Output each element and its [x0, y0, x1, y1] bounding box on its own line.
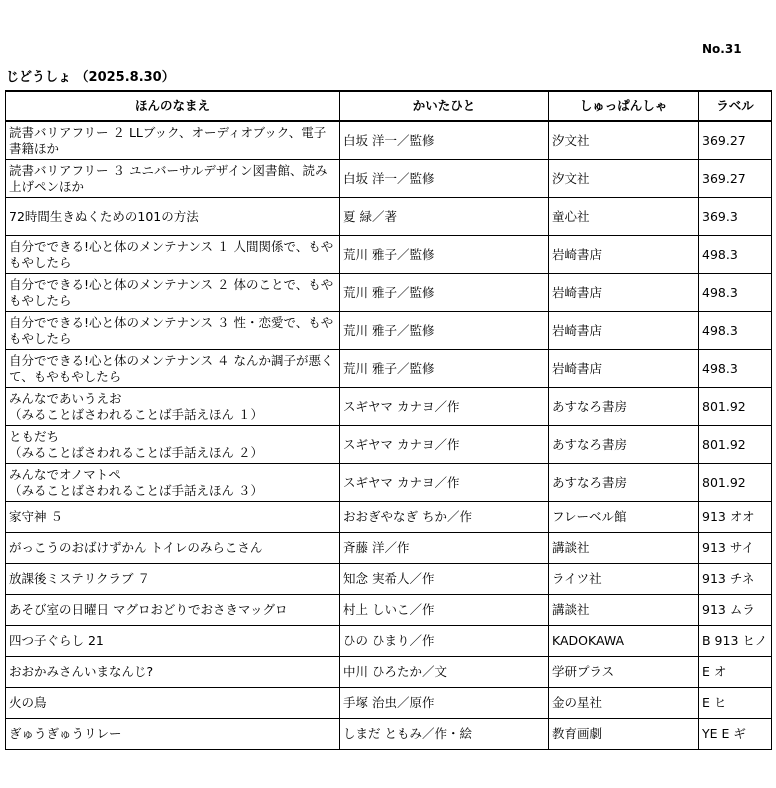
cell-author: スギヤマ カナヨ／作	[340, 388, 549, 426]
table-row	[6, 595, 772, 626]
cell-publisher: 講談社	[549, 595, 699, 626]
cell-author: 荒川 雅子／監修	[340, 312, 549, 350]
cell-title: ともだち （みることばさわれることば手話えほん ２）	[6, 426, 340, 464]
cell-label: 369.3	[699, 198, 772, 236]
table-row	[6, 533, 772, 564]
cell-publisher: 金の星社	[549, 688, 699, 719]
table-row	[6, 657, 772, 688]
book-list-table	[5, 90, 772, 750]
table-row	[6, 160, 772, 198]
cell-author: 荒川 雅子／監修	[340, 236, 549, 274]
cell-title: あそび室の日曜日 マグロおどりでおさきマッグロ	[6, 595, 340, 626]
table-row	[6, 564, 772, 595]
cell-publisher: 学研プラス	[549, 657, 699, 688]
table-row	[6, 350, 772, 388]
cell-label: 913 オオ	[699, 502, 772, 533]
cell-publisher: ライツ社	[549, 564, 699, 595]
table-row	[6, 312, 772, 350]
table-row	[6, 121, 772, 160]
cell-title: 家守神 ５	[6, 502, 340, 533]
cell-publisher: 岩崎書店	[549, 236, 699, 274]
cell-title: 四つ子ぐらし 21	[6, 626, 340, 657]
cell-publisher: 汐文社	[549, 160, 699, 198]
cell-label: 369.27	[699, 121, 772, 160]
cell-title: 自分でできる!心と体のメンテナンス ３ 性・恋愛で、もやもやしたら	[6, 312, 340, 350]
cell-publisher: あすなろ書房	[549, 464, 699, 502]
cell-publisher: フレーベル館	[549, 502, 699, 533]
cell-author: 中川 ひろたか／文	[340, 657, 549, 688]
cell-title: 自分でできる!心と体のメンテナンス ４ なんか調子が悪くて、もやもやしたら	[6, 350, 340, 388]
cell-label: E ヒ	[699, 688, 772, 719]
cell-label: 498.3	[699, 274, 772, 312]
cell-publisher: 岩崎書店	[549, 312, 699, 350]
cell-author: 荒川 雅子／監修	[340, 274, 549, 312]
table-row	[6, 274, 772, 312]
cell-publisher: 汐文社	[549, 121, 699, 160]
cell-publisher: 岩崎書店	[549, 350, 699, 388]
cell-author: 斉藤 洋／作	[340, 533, 549, 564]
cell-title: 自分でできる!心と体のメンテナンス １ 人間関係で、もやもやしたら	[6, 236, 340, 274]
cell-label: 369.27	[699, 160, 772, 198]
cell-label: 913 チネ	[699, 564, 772, 595]
cell-author: 知念 実希人／作	[340, 564, 549, 595]
document-number: No.31	[702, 42, 742, 56]
cell-label: 801.92	[699, 464, 772, 502]
cell-author: スギヤマ カナヨ／作	[340, 464, 549, 502]
cell-author: スギヤマ カナヨ／作	[340, 426, 549, 464]
cell-publisher: 講談社	[549, 533, 699, 564]
cell-label: 498.3	[699, 350, 772, 388]
table-row	[6, 688, 772, 719]
cell-title: 火の鳥	[6, 688, 340, 719]
cell-label: B 913 ヒノ	[699, 626, 772, 657]
cell-label: E オ	[699, 657, 772, 688]
cell-title: 72時間生きぬくための101の方法	[6, 198, 340, 236]
cell-publisher: 岩崎書店	[549, 274, 699, 312]
cell-publisher: あすなろ書房	[549, 426, 699, 464]
cell-title: 読書バリアフリー ３ ユニバーサルデザイン図書館、読み上げペンほか	[6, 160, 340, 198]
document-title: じどうしょ （2025.8.30）	[6, 70, 175, 85]
cell-author: 荒川 雅子／監修	[340, 350, 549, 388]
table-row	[6, 626, 772, 657]
table-row	[6, 198, 772, 236]
cell-title: おおかみさんいまなんじ?	[6, 657, 340, 688]
cell-label: 913 ムラ	[699, 595, 772, 626]
table-row	[6, 236, 772, 274]
cell-publisher: あすなろ書房	[549, 388, 699, 426]
cell-title: みんなでオノマトペ （みることばさわれることば手話えほん ３）	[6, 464, 340, 502]
cell-author: おおぎやなぎ ちか／作	[340, 502, 549, 533]
cell-author: しまだ ともみ／作・絵	[340, 719, 549, 750]
table-row	[6, 388, 772, 426]
header-title: ほんのなまえ	[6, 91, 340, 121]
table-row	[6, 426, 772, 464]
cell-label: YE E ギ	[699, 719, 772, 750]
header-publisher: しゅっぱんしゃ	[549, 91, 699, 121]
cell-label: 498.3	[699, 312, 772, 350]
cell-label: 498.3	[699, 236, 772, 274]
header-label: ラベル	[699, 91, 772, 121]
cell-author: ひの ひまり／作	[340, 626, 549, 657]
cell-publisher: 教育画劇	[549, 719, 699, 750]
cell-label: 913 サイ	[699, 533, 772, 564]
table-row	[6, 464, 772, 502]
cell-author: 白坂 洋一／監修	[340, 160, 549, 198]
cell-title: ぎゅうぎゅうリレー	[6, 719, 340, 750]
table-row	[6, 719, 772, 750]
cell-author: 白坂 洋一／監修	[340, 121, 549, 160]
cell-title: みんなであいうえお （みることばさわれることば手話えほん １）	[6, 388, 340, 426]
cell-author: 夏 緑／著	[340, 198, 549, 236]
cell-label: 801.92	[699, 388, 772, 426]
cell-publisher: 童心社	[549, 198, 699, 236]
cell-title: がっこうのおばけずかん トイレのみらこさん	[6, 533, 340, 564]
table-header-row	[6, 91, 772, 121]
cell-title: 放課後ミステリクラブ ７	[6, 564, 340, 595]
cell-author: 手塚 治虫／原作	[340, 688, 549, 719]
cell-title: 自分でできる!心と体のメンテナンス ２ 体のことで、もやもやしたら	[6, 274, 340, 312]
header-author: かいたひと	[340, 91, 549, 121]
cell-label: 801.92	[699, 426, 772, 464]
cell-author: 村上 しいこ／作	[340, 595, 549, 626]
table-row	[6, 502, 772, 533]
cell-title: 読書バリアフリー ２ LLブック、オーディオブック、電子書籍ほか	[6, 121, 340, 160]
cell-publisher: KADOKAWA	[549, 626, 699, 657]
